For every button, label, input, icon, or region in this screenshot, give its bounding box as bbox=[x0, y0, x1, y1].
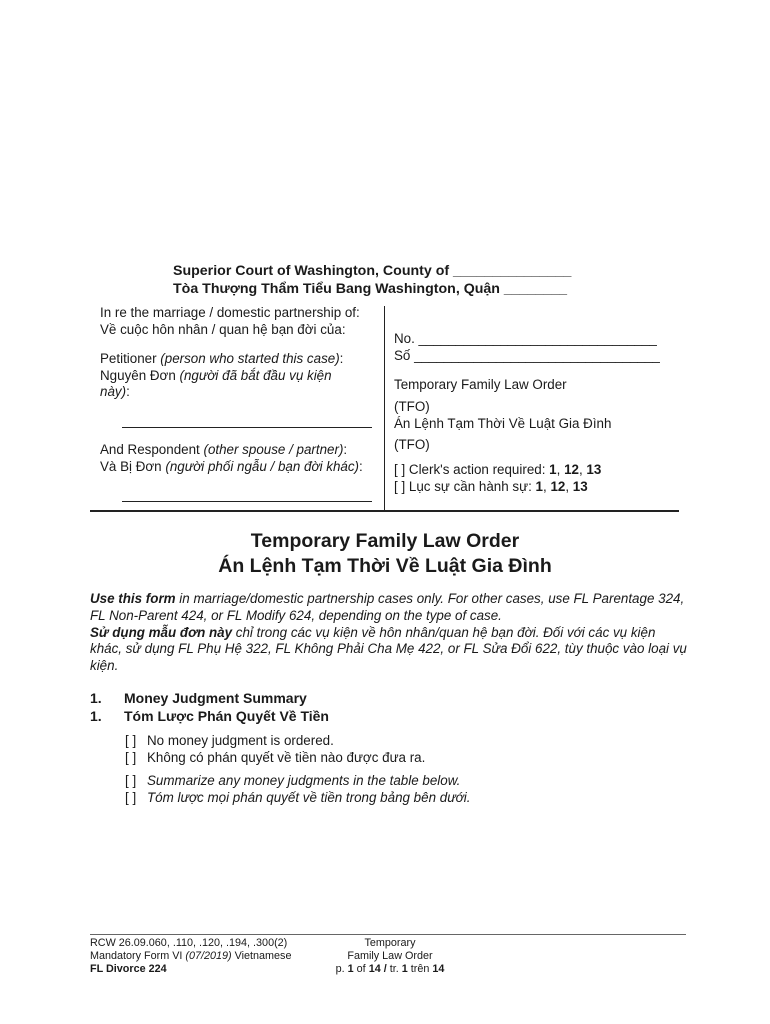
court-line-en: Superior Court of Washington, County of _______________ bbox=[173, 263, 572, 279]
footer-rule bbox=[90, 934, 686, 935]
clerk-action-vi: [ ] Lục sự cần hành sự: 1, 12, 13 bbox=[394, 479, 588, 494]
respondent-en: And Respondent (other spouse / partner): bbox=[100, 442, 348, 457]
section-1-heading-en: 1. Money Judgment Summary bbox=[90, 690, 307, 706]
clerk-checkbox-en[interactable]: [ ] bbox=[394, 462, 406, 477]
abbr-vi: (TFO) bbox=[394, 437, 430, 452]
option-summarize-judgments: [ ] Summarize any money judgments in the table below. [ ] Tóm lược mọi phán quyết về tiền trong bảng bên dưới. bbox=[125, 773, 471, 805]
respondent-vi: Và Bị Đơn (người phối ngẫu / bạn đời khác): bbox=[100, 458, 363, 474]
case-number-vi[interactable]: Số _________________________________ bbox=[394, 348, 660, 363]
petitioner-vi-cont: này): bbox=[100, 384, 130, 399]
clerk-checkbox-vi[interactable]: [ ] bbox=[394, 479, 406, 494]
respondent-signature-line[interactable] bbox=[122, 501, 372, 502]
summarize-checkbox[interactable]: [ ] bbox=[125, 773, 137, 788]
caption-divider bbox=[384, 306, 385, 510]
usage-en: Use this form in marriage/domestic partnership cases only. For other cases, use FL Parentage 324, FL Non-Parent 424, or FL Modify 624, depending on the type of case. bbox=[90, 591, 685, 623]
no-judgment-checkbox[interactable]: [ ] bbox=[125, 733, 137, 748]
petitioner-block bbox=[100, 351, 343, 401]
page-title-vi: Án Lệnh Tạm Thời Về Luật Gia Đình bbox=[218, 555, 552, 577]
case-number-en[interactable]: No. ________________________________ bbox=[394, 331, 657, 346]
footer-rcw: RCW 26.09.060, .110, .120, .194, .300(2) bbox=[90, 937, 288, 949]
doc-title-vi: Án Lệnh Tạm Thời Về Luật Gia Đình bbox=[394, 416, 612, 431]
page-title-en: Temporary Family Law Order bbox=[250, 530, 520, 552]
footer-title-1: Temporary bbox=[364, 937, 416, 949]
footer-form-id: FL Divorce 224 bbox=[90, 963, 167, 975]
petitioner-en: Petitioner (person who started this case): bbox=[100, 351, 344, 366]
footer-left bbox=[90, 937, 291, 976]
court-line-vi: Tòa Thượng Thẩm Tiểu Bang Washington, Quận ________ bbox=[173, 281, 568, 297]
usage-instructions bbox=[90, 591, 690, 675]
no-judgment-checkbox-vi[interactable]: [ ] bbox=[125, 749, 137, 765]
court-header bbox=[173, 262, 571, 298]
footer-mandatory: Mandatory Form VI (07/2019) Vietnamese bbox=[90, 950, 292, 962]
in-re-en: In re the marriage / domestic partnership of: bbox=[100, 305, 360, 320]
footer-title-2: Family Law Order bbox=[347, 950, 433, 962]
doc-title-en: Temporary Family Law Order bbox=[394, 377, 567, 392]
caption-bottom-rule bbox=[90, 510, 679, 512]
footer-center bbox=[290, 937, 490, 976]
section-1-heading-vi: 1. Tóm Lược Phán Quyết Về Tiền bbox=[90, 708, 329, 724]
summarize-checkbox-vi[interactable]: [ ] bbox=[125, 789, 137, 805]
usage-vi: Sử dụng mẫu đơn này chỉ trong các vụ kiện về hôn nhân/quan hệ bạn đời. Đối với các vụ kiện khác, sử dụng FL Phụ Hệ 322, FL Không Phải Cha Mẹ 422, or FL Sửa Đổi 622, tùy thuộc vào loại vụ kiện. bbox=[90, 624, 687, 674]
petitioner-signature-line[interactable] bbox=[122, 427, 372, 428]
footer-page-number: p. 1 of 14 / tr. 1 trên 14 bbox=[335, 963, 445, 975]
clerk-action-en: [ ] Clerk's action required: 1, 12, 13 bbox=[394, 462, 602, 477]
respondent-block bbox=[100, 442, 363, 475]
petitioner-vi: Nguyên Đơn (người đã bắt đầu vụ kiện bbox=[100, 367, 332, 383]
option-no-judgment: [ ] No money judgment is ordered. [ ] Không có phán quyết về tiền nào được đưa ra. bbox=[125, 733, 426, 765]
abbr-en: (TFO) bbox=[394, 399, 430, 414]
in-re-vi: Về cuộc hôn nhân / quan hệ bạn đời của: bbox=[100, 321, 346, 337]
in-re-block bbox=[100, 305, 360, 338]
